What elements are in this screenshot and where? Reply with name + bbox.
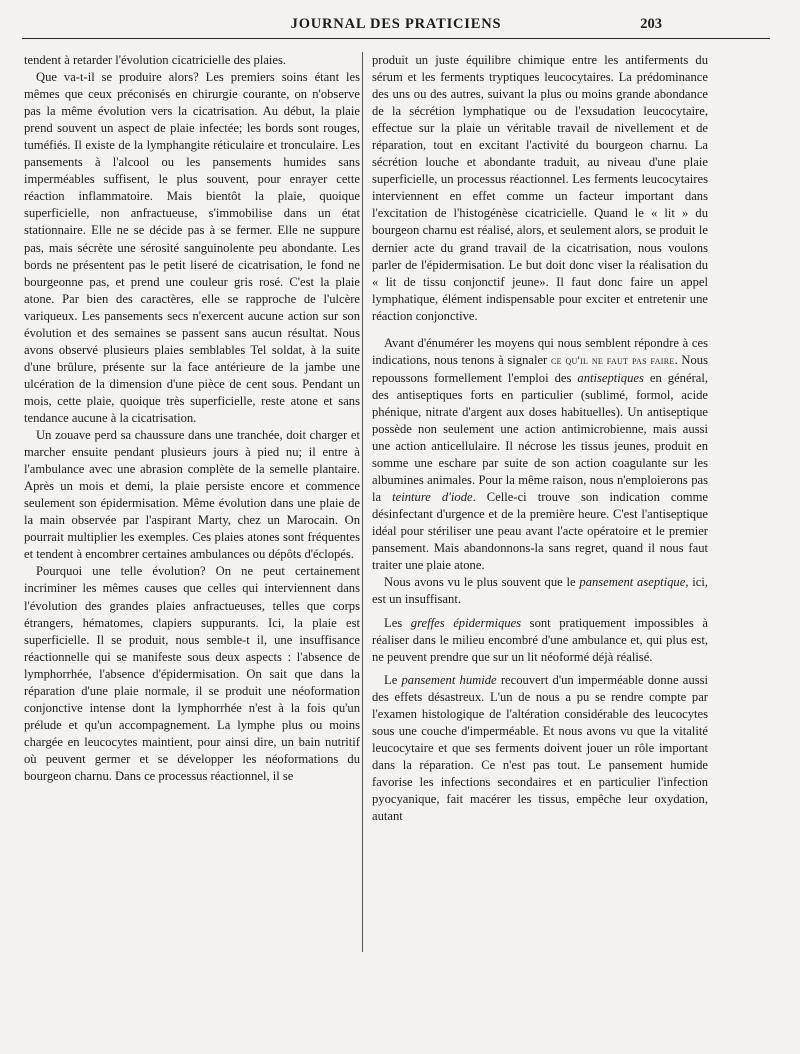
text-run: Avant d'énumérer les moyens qui nous semblent répondre à ces indications, nous tenons à signaler (372, 335, 708, 367)
text-run: recouvert d'un imperméable donne aussi des effets désastreux. L'un de nous a pu se rendre compte par l'examen histologique de l'altération considérable des leucocytes sous une couche d'imperméable. Et nous avons vu que la vitalité leucocytaire et que ses ferments doivent jouer un rôle important dans la réparation. Ce n'est pas tout. Le pansement humide favorise les infections secondaires et en particulier l'infection pyocyanique, fait macérer les tissus, empêche leur oxydation, autant (372, 672, 708, 824)
text-run: en général, des antiseptiques forts en particulier (sublimé, formol, acide phénique, nitrate d'argent aux doses habituelles). Un antiseptique possède non seulement une action antimicrobienne, mais aussi une action anticellulaire. Il nécrose les tissus jeunes, produit en somme une eschare par suite de son action coagulante sur les albumines animales. Pour la même raison, nous n'emploierons pas la (372, 370, 708, 505)
paragraph (372, 335, 708, 575)
running-title: JOURNAL DES PRATICIENS (290, 16, 502, 32)
paragraph: Un zouave perd sa chaussure dans une tranchée, doit charger et marcher ensuite pendant plusieurs jours à pied nu; il entre à l'ambulance avec une abrasion complète de la semelle plantaire. Après un mois et demi, la plaie persiste encore et commence seulement son épidermisation. Même évolution dans une plaie de la main observée par l'aspirant Marty, chez un Marocain. On pourrait multiplier les exemples. Ces plaies atones sont fréquentes et tendent à encombrer certaines ambulances ou dépôts d'éclopés. (24, 428, 360, 562)
right-column (372, 52, 708, 825)
header-rule (22, 38, 770, 39)
page-header (22, 12, 770, 38)
left-column (24, 52, 360, 785)
text-run: . Celle-ci trouve son indication comme désinfectant d'urgence et de la première heure. C'est l'antiseptique idéal pour stériliser une peau avant l'acte opératoire et le premier pansement. Mais abandonnons-la sans regret, quand il nous faut traiter une plaie atone. (372, 490, 708, 573)
paragraph (372, 574, 708, 608)
italic-text: greffes épidermiques (410, 615, 522, 630)
text-run: Le (384, 672, 402, 687)
small-caps-text: ce qu'il ne faut pas faire (550, 354, 675, 367)
paragraph: produit un juste équilibre chimique entre les antiferments du sérum et les ferments tryptiques leucocytaires. La prédominance des uns ou des autres, suivant la plus ou moins grande abondance de la sécrétion lymphatique ou de l'exsudation leucocytaire, effectue sur la plaie un véritable travail de nivellement et de réparation, tout en excitant l'activité du bourgeon charnu. La sécrétion louche et abondante traduit, au niveau d'une plaie superficielle, un processus réactionnel. Les ferments leucocytaires interviennent en effet comme un facteur important dans l'excitation de l'histogénèse cicatricielle. Quand le « lit » du bourgeon charnu est réalisé, alors, et seulement alors, se produit le dernier acte du grand travail de la cicatrisation, nous voulons parler de l'épidermisation. Le but doit donc viser la réalisation du « lit de tissu conjonctif jeune». Il faut donc faire un appel lymphatique, élément indispensable pour exciter et entretenir une réaction conjonctive. (372, 53, 708, 323)
paragraph (372, 672, 708, 825)
text-run: sont pratiquement impossibles à réaliser dans le milieu encombré d'une ambulance et, qui plus est, ne peuvent prendre que sur un lit néoformé déjà réalisé. (372, 615, 708, 664)
paragraph: Pourquoi une telle évolution? On ne peut certainement incriminer les mêmes causes que celles qui interviennent dans l'évolution des grandes plaies anfractueuses, telles que corps étrangers, hématomes, clapiers suppurants. Ici, la plaie est superficielle. Il se produit, nous semble-t il, une insuffisance réactionnelle qui se manifeste sous deux aspects : l'absence de lymphorrhée, l'absence d'épidermisation. On sait que dans la réparation d'une plaie normale, il se produit une néoformation conjonctive intense dont la lymphorrhée n'est à la fois qu'un prélude et qu'un accompagnement. La lymphe plus ou moins chargée en leucocytes maintient, pour ainsi dire, un bain nutritif où peuvent germer et se développer les néoformations du bourgeon charnu. Dans ce processus réactionnel, il se (24, 564, 360, 783)
paragraph (372, 615, 708, 666)
text-run: . Nous repoussons formellement l'emploi des (372, 352, 708, 385)
text-run: , ici, est un insuffisant. (372, 575, 708, 607)
italic-text: antiseptiques (577, 370, 644, 385)
paragraph: Que va-t-il se produire alors? Les premiers soins étant les mêmes que ceux préconisés en chirurgie courante, on n'observe pas la même évolution vers la cicatrisation. Au début, la plaie prend souvent un aspect de plaie infectée; les bords sont rouges, tuméfiés. Il existe de la lymphangite réticulaire et tronculaire. Les pansements à l'alcool ou les pansements humides sans imperméables suffisent, le plus souvent, pour enrayer cette réaction inflammatoire. Mais bientôt la plaie, quoique superficielle, non anfractueuse, s'immobilise dans un état stationnaire. Elle ne se décide pas à se fermer. Elle ne suppure pas, mais sécrète une sérosité sanguinolente peu abondante. Les bords ne présentent pas le petit liseré de cicatrisation, le fond ne bourgeonne pas, et prend une couleur gris rosé. C'est la plaie atone. Par bien des caractères, elle se rapproche de l'ulcère variqueux. Les pansements secs n'exercent aucune action sur son évolution et des semaines se passent sans aucun résultat. Nous avons observé plusieurs plaies semblables Tel soldat, à la suite d'une brûlure, présente sur la face antérieure de la jambe une ulcération de la dimension d'une pièce de cent sous. Pendant un mois, cette plaie, quoique très superficielle, reste atone et sans tendance aucune à la cicatrisation. (24, 70, 360, 425)
text-run: Nous avons vu le plus souvent que le (384, 575, 580, 590)
text-run: Les (384, 615, 411, 630)
italic-text: pansement humide (401, 672, 497, 687)
paragraph: tendent à retarder l'évolution cicatricielle des plaies. (24, 53, 287, 67)
italic-text: teinture d'iode (392, 490, 473, 505)
italic-text: pansement aseptique (579, 575, 686, 590)
column-divider (362, 52, 363, 952)
page-number: 203 (640, 16, 662, 32)
